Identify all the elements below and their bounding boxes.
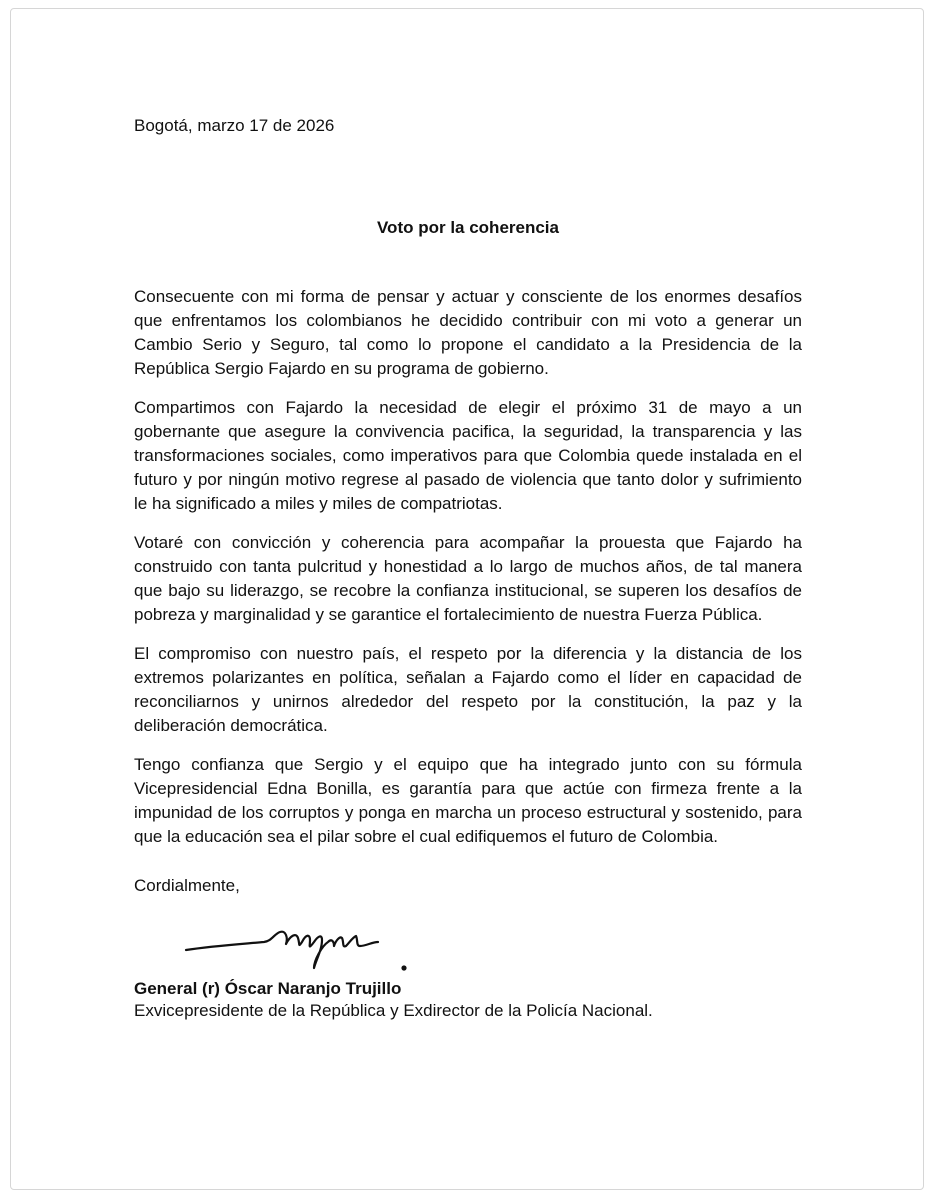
signer-title: Exvicepresidente de la República y Exdirector de la Policía Nacional. xyxy=(134,1001,653,1020)
paragraph: Compartimos con Fajardo la necesidad de elegir el próximo 31 de mayo a un gobernante que asegure la convivencia pacifica, la seguridad, la transparencia y las transformaciones sociales, como imperativos para que Colombia quede instalada en el futuro y por ningún motivo regrese al pasado de violencia que tanto dolor y sufrimiento le ha significado a miles y miles de compatriotas. xyxy=(134,398,802,513)
letter-body xyxy=(134,285,802,864)
letter-title: Voto por la coherencia xyxy=(376,218,559,237)
paragraph: Consecuente con mi forma de pensar y actuar y consciente de los enormes desafíos que enfrentamos los colombianos he decidido contribuir con mi voto a generar un Cambio Serio y Seguro, tal como lo propone el candidato a la Presidencia de la República Sergio Fajardo en su programa de gobierno. xyxy=(134,287,802,378)
paragraph: El compromiso con nuestro país, el respeto por la diferencia y la distancia de los extremos polarizantes en política, señalan a Fajardo como el líder en capacidad de reconciliarnos y unirnos alrededor del respeto por la constitución, la paz y la deliberación democrática. xyxy=(134,644,802,735)
signer-name: General (r) Óscar Naranjo Trujillo xyxy=(134,979,402,998)
closing-salutation: Cordialmente, xyxy=(134,876,240,895)
letter-date: Bogotá, marzo 17 de 2026 xyxy=(134,116,335,135)
handwritten-signature xyxy=(182,920,422,978)
paragraph: Votaré con convicción y coherencia para acompañar la prouesta que Fajardo ha construido con tanta pulcritud y honestidad a lo largo de muchos años, de tal manera que bajo su liderazgo, se recobre la confianza institucional, se superen los desafíos de pobreza y marginalidad y se garantice el fortalecimiento de nuestra Fuerza Pública. xyxy=(134,533,802,624)
paragraph: Tengo confianza que Sergio y el equipo que ha integrado junto con su fórmula Vicepresidencial Edna Bonilla, es garantía para que actúe con firmeza frente a la impunidad de los corruptos y ponga en marcha un proceso estructural y sostenido, para que la educación sea el pilar sobre el cual edifiquemos el futuro de Colombia. xyxy=(134,755,802,846)
